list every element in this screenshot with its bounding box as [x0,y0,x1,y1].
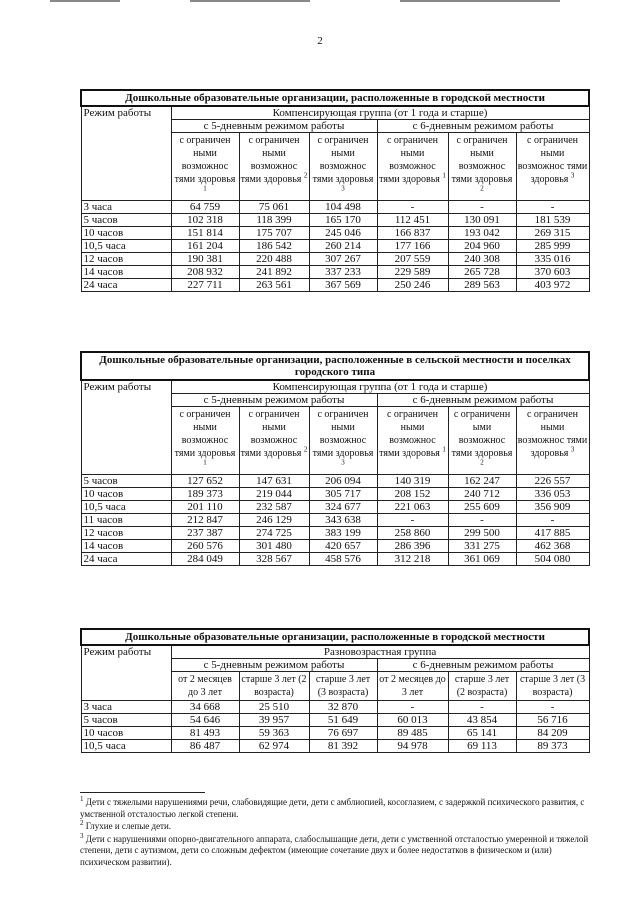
footnotes [80,792,600,869]
table-title: Дошкольные образовательные организации, расположенные в городской местности [81,90,589,106]
table-cell: 25 510 [239,701,309,714]
table-cell: 361 069 [448,553,516,566]
table-cell: 284 049 [171,553,239,566]
table-cell: 76 697 [309,727,377,740]
table-cell: 151 814 [171,227,239,240]
table-cell: 118 399 [239,214,309,227]
table-cell: 258 860 [377,527,448,540]
group-header: Компенсирующая группа (от 1 года и старше) [171,106,589,120]
table-cell: 462 368 [516,540,589,553]
title-row [81,90,589,106]
week6-header: с 6-дневным режимом работы [377,120,589,133]
table-cell: 245 046 [309,227,377,240]
row-mode: 14 часов [81,266,171,279]
table-row [81,253,589,266]
column-header: старше 3 лет (3 возраста) [309,672,377,701]
table-cell: 102 318 [171,214,239,227]
scan-edge-line [400,0,560,2]
group-header: Разновозрастная группа [171,645,589,659]
row-mode: 10,5 часа [81,240,171,253]
table-cell: 331 275 [448,540,516,553]
table-cell: 356 909 [516,501,589,514]
table-row [81,501,589,514]
column-header: с ограничен ными возможнос тями здоровья $^2$ [239,407,309,475]
table-cell: 130 091 [448,214,516,227]
column-header: старше 3 лет (2 возраста) [448,672,516,701]
table-title: Дошкольные образовательные организации, расположенные в городской местности [81,629,589,645]
row-mode: 10 часов [81,488,171,501]
table-cell: - [377,514,448,527]
table-cell: 232 587 [239,501,309,514]
column-header: старше 3 лет (3 возраста) [516,672,589,701]
table-row [81,514,589,527]
table-cell: 307 267 [309,253,377,266]
tariff-table [80,351,590,566]
column-header: с ограничен ными возможнос тями здоровья $^3$ [516,133,589,201]
table-row [81,201,589,214]
row-mode: 10 часов [81,227,171,240]
table-cell: 504 080 [516,553,589,566]
footnote: $^3$ Дети с нарушениями опорно-двигательного аппарата, слабослышащие дети, дети с умственной отсталостью умеренной и тяжелой степени, дети с аутизмом, дети со сложным дефектом (имеющие сочетание двух и более недостатков в физическом и (или) психическом развитии). [80,831,589,867]
footnote-ref: 2 [303,445,308,454]
table-cell: 64 759 [171,201,239,214]
footnote-number: 3 [80,831,84,840]
table-row [81,475,589,488]
row-mode: 12 часов [81,527,171,540]
table-cell: 161 204 [171,240,239,253]
table-cell: 177 166 [377,240,448,253]
footnote-ref: 1 [203,458,207,467]
table-cell: 56 716 [516,714,589,727]
footnote-ref: 1 [442,171,446,180]
table-cell: 226 557 [516,475,589,488]
table-cell: 86 487 [171,740,239,753]
footnote-ref: 3 [341,458,345,467]
table-cell: 219 044 [239,488,309,501]
table-row [81,488,589,501]
row-mode: 10,5 часа [81,740,171,753]
table-cell: 229 589 [377,266,448,279]
table-cell: 165 170 [309,214,377,227]
table-cell: 383 199 [309,527,377,540]
column-header: с ограниченн ыми возможнос тями здоровья $^2$ [448,407,516,475]
column-header: от 2 месяцев до 3 лет [377,672,448,701]
table-cell: 81 392 [309,740,377,753]
table-cell: 175 707 [239,227,309,240]
footnote-number: 2 [80,819,84,827]
mode-header: Режим работы [81,380,171,475]
table-cell: 69 113 [448,740,516,753]
tariff-table [80,89,590,292]
group-row [81,645,589,659]
table-cell: 324 677 [309,501,377,514]
table-cell: 89 373 [516,740,589,753]
table-cell: 241 892 [239,266,309,279]
row-mode: 12 часов [81,253,171,266]
table-cell: 289 563 [448,279,516,292]
table-cell: 260 576 [171,540,239,553]
mode-header: Режим работы [81,645,171,701]
column-header: от 2 месяцев до 3 лет [171,672,239,701]
table-cell: 65 141 [448,727,516,740]
footnote: $^2$ Глухие и слепые дети. [80,819,172,831]
footnote: $^1$ Дети с тяжелыми нарушениями речи, слабовидящие дети, дети с амблиопией, косоглазием, с задержкой психического развития, с умственной отсталостью легкой степени. [80,795,585,819]
table-cell: 208 932 [171,266,239,279]
column-header: с ограничен ными возможнос тями здоровья $^3$ [309,407,377,475]
table-cell: - [448,514,516,527]
table-cell: 112 451 [377,214,448,227]
table-cell: 265 728 [448,266,516,279]
table-cell: 201 110 [171,501,239,514]
table-cell: 75 061 [239,201,309,214]
row-mode: 11 часов [81,514,171,527]
row-mode: 14 часов [81,540,171,553]
table-cell: 299 500 [448,527,516,540]
footnote-ref: 1 [203,184,207,193]
week5-header: с 5-дневным режимом работы [171,659,377,672]
footnote-separator [80,792,205,793]
table-row [81,279,589,292]
table-cell: 34 668 [171,701,239,714]
footnote-ref: 3 [570,445,575,454]
table-cell: 367 569 [309,279,377,292]
row-mode: 24 часа [81,279,171,292]
table-cell: 59 363 [239,727,309,740]
table-row [81,214,589,227]
table-row [81,701,589,714]
group-header: Компенсирующая группа (от 1 года и старше) [171,380,589,394]
table-cell: - [377,701,448,714]
table-row [81,540,589,553]
table-cell: 206 094 [309,475,377,488]
column-header: с ограничен ными возможнос тями здоровья $^1$ [377,407,448,475]
column-header: с ограничен ными возможнос тями здоровья $^2$ [239,133,309,201]
table-cell: 337 233 [309,266,377,279]
table-cell: 104 498 [309,201,377,214]
table-cell: 269 315 [516,227,589,240]
table-cell: 204 960 [448,240,516,253]
table-cell: 51 649 [309,714,377,727]
table-cell: 62 974 [239,740,309,753]
table-cell: 274 725 [239,527,309,540]
table-cell: 60 013 [377,714,448,727]
table-cell: 43 854 [448,714,516,727]
table-cell: 343 638 [309,514,377,527]
table-cell: 189 373 [171,488,239,501]
column-header: старше 3 лет (2 возраста) [239,672,309,701]
table-cell: 237 387 [171,527,239,540]
tariff-table [80,628,590,753]
column-header: с ограничен ными возможнос тями здоровья $^1$ [377,133,448,201]
table-cell: 305 717 [309,488,377,501]
title-row [81,629,589,645]
table-cell: 220 488 [239,253,309,266]
table-cell: - [377,201,448,214]
footnote-ref: 2 [303,171,308,180]
table-cell: 212 847 [171,514,239,527]
week5-header: с 5-дневным режимом работы [171,394,377,407]
column-header: с ограничен ными возможнос тями здоровья $^1$ [171,133,239,201]
table-cell: 147 631 [239,475,309,488]
table-row [81,714,589,727]
table-cell: 301 480 [239,540,309,553]
table-cell: 260 214 [309,240,377,253]
scan-edge-line [190,0,310,2]
scan-edge-line [50,0,120,2]
table-row [81,240,589,253]
table-cell: - [516,201,589,214]
table-cell: 240 308 [448,253,516,266]
footnote-ref: 2 [480,184,484,193]
table-row [81,227,589,240]
week6-header: с 6-дневным режимом работы [377,659,589,672]
table-cell: 227 711 [171,279,239,292]
table-cell: 417 885 [516,527,589,540]
group-row [81,380,589,394]
page-number: 2 [317,35,323,47]
table-cell: 255 609 [448,501,516,514]
row-mode: 5 часов [81,214,171,227]
title-row [81,352,589,380]
table-cell: 285 999 [516,240,589,253]
table-cell: 263 561 [239,279,309,292]
row-mode: 3 часа [81,701,171,714]
table-cell: 458 576 [309,553,377,566]
table-cell: - [448,701,516,714]
table-cell: 312 218 [377,553,448,566]
table-cell: 94 978 [377,740,448,753]
table-cell: 403 972 [516,279,589,292]
table-cell: 81 493 [171,727,239,740]
table-cell: - [448,201,516,214]
table-cell: 193 042 [448,227,516,240]
table-cell: 246 129 [239,514,309,527]
table-cell: 208 152 [377,488,448,501]
table-cell: - [516,514,589,527]
row-mode: 10,5 часа [81,501,171,514]
table-row [81,740,589,753]
table-cell: - [516,701,589,714]
table-cell: 89 485 [377,727,448,740]
table-cell: 335 016 [516,253,589,266]
table-cell: 127 652 [171,475,239,488]
column-header: с ограничен ными возможнос тями здоровья $^2$ [448,133,516,201]
week6-header: с 6-дневным режимом работы [377,394,589,407]
row-mode: 3 часа [81,201,171,214]
table-cell: 370 603 [516,266,589,279]
group-row [81,106,589,120]
table-cell: 140 319 [377,475,448,488]
table-cell: 336 053 [516,488,589,501]
table-row [81,553,589,566]
column-header: с ограничен ными возможнос тями здоровья $^1$ [171,407,239,475]
footnote-number: 1 [80,795,84,803]
table-cell: 190 381 [171,253,239,266]
table-cell: 166 837 [377,227,448,240]
footnote-ref: 2 [480,458,484,467]
table-cell: 328 567 [239,553,309,566]
table-cell: 221 063 [377,501,448,514]
table-cell: 240 712 [448,488,516,501]
column-header: с ограничен ными возможнос тями здоровья $^3$ [309,133,377,201]
table-cell: 186 542 [239,240,309,253]
row-mode: 24 часа [81,553,171,566]
table-row [81,727,589,740]
row-mode: 10 часов [81,727,171,740]
row-mode: 5 часов [81,714,171,727]
week5-header: с 5-дневным режимом работы [171,120,377,133]
table-cell: 286 396 [377,540,448,553]
table-cell: 207 559 [377,253,448,266]
table-cell: 420 657 [309,540,377,553]
mode-header: Режим работы [81,106,171,201]
table-cell: 84 209 [516,727,589,740]
column-header: с ограничен ными возможнос тями здоровья $^3$ [516,407,589,475]
footnote-ref: 1 [442,445,446,454]
row-mode: 5 часов [81,475,171,488]
footnote-ref: 3 [341,184,345,193]
table-cell: 32 870 [309,701,377,714]
table-title: Дошкольные образовательные организации, расположенные в сельской местности и поселках городского типа [81,352,589,380]
table-cell: 54 646 [171,714,239,727]
table-cell: 250 246 [377,279,448,292]
table-row [81,266,589,279]
footnote-ref: 3 [570,171,575,180]
table-row [81,527,589,540]
table-cell: 181 539 [516,214,589,227]
table-cell: 39 957 [239,714,309,727]
table-cell: 162 247 [448,475,516,488]
